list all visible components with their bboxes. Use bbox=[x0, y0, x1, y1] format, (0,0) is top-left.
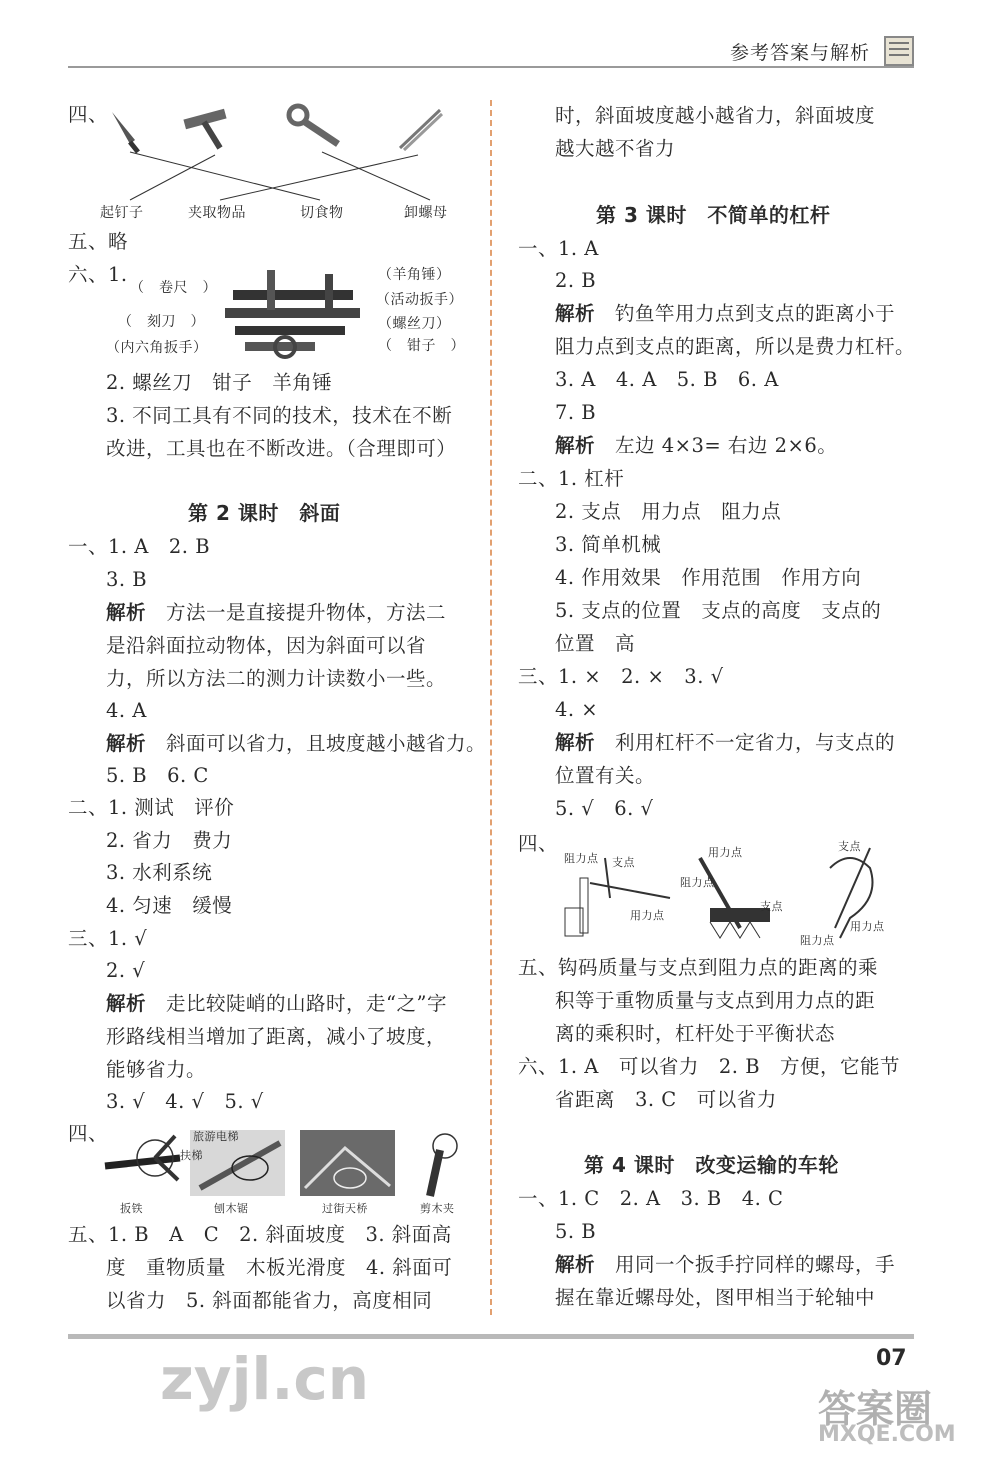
lever-tag: 支点 bbox=[838, 840, 861, 853]
q6-label: 六、1. bbox=[68, 263, 128, 286]
header-title: 参考答案与解析 bbox=[730, 42, 871, 64]
s3-line: 3. 简单机械 bbox=[555, 533, 662, 556]
analysis-text: 形路线相当增加了距离，减小了坡度， bbox=[106, 1025, 447, 1048]
tool-use-2: 夹取物品 bbox=[188, 205, 246, 221]
analysis-label: 解析 bbox=[106, 732, 147, 755]
s3-line: 二、1. 杠杆 bbox=[518, 467, 625, 490]
s3-line: 积等于重物质量与支点到用力点的距 bbox=[555, 989, 876, 1012]
s3-line: 2. 支点 用力点 阻力点 bbox=[555, 500, 782, 523]
pic-tag: 旅游电梯 bbox=[193, 1130, 239, 1143]
column-divider bbox=[490, 100, 492, 1315]
inclined-plane-pictures bbox=[100, 1128, 470, 1198]
q6-2: 2. 螺丝刀 钳子 羊角锤 bbox=[106, 371, 333, 394]
pic-tag: 扶梯 bbox=[180, 1149, 203, 1162]
tag-claw-hammer: （羊角锤） bbox=[378, 267, 451, 283]
s2-line: 一、1. A 2. B bbox=[68, 535, 211, 558]
pic-caption: 剪木夹 bbox=[420, 1202, 455, 1215]
q6-3a: 3. 不同工具有不同的技术，技术在不断 bbox=[106, 404, 453, 427]
lever-tag: 用力点 bbox=[850, 920, 885, 933]
s3-line: 位置 高 bbox=[555, 632, 636, 655]
r-line: 时，斜面坡度越小越省力，斜面坡度 bbox=[555, 104, 876, 127]
s2-line: 四、 bbox=[68, 1122, 109, 1145]
s4-line: 5. B bbox=[555, 1220, 597, 1243]
s3-line: 5. 支点的位置 支点的高度 支点的 bbox=[555, 599, 882, 622]
section-title-lesson3: 第 3 课时 不简单的杠杆 bbox=[596, 203, 831, 227]
analysis-text: 能够省力。 bbox=[106, 1058, 207, 1081]
analysis-text: 左边 4×3= 右边 2×6。 bbox=[615, 434, 838, 457]
page-number: 07 bbox=[876, 1346, 907, 1371]
analysis-label: 解析 bbox=[555, 731, 596, 754]
top-rule bbox=[68, 66, 914, 68]
s3-line: 三、1. × 2. × 3. √ bbox=[518, 665, 724, 688]
s3-line: 4. × bbox=[555, 698, 599, 721]
q6-3b: 改进，工具也在不断改进。（合理即可） bbox=[106, 437, 457, 460]
s3-line: 2. B bbox=[555, 269, 597, 292]
tools-matching-figure bbox=[100, 100, 470, 205]
s2-line: 4. 匀速 缓慢 bbox=[106, 894, 233, 917]
bottom-rule bbox=[68, 1334, 914, 1339]
watermark-mxqe: MXQE.COM bbox=[818, 1422, 956, 1447]
analysis-text: 方法一是直接提升物体，方法二 bbox=[166, 601, 447, 624]
s3-line: 五、钩码质量与支点到阻力点的距离的乘 bbox=[518, 956, 879, 979]
watermark-daanquan: 答案圈 bbox=[818, 1387, 933, 1431]
analysis-label: 解析 bbox=[555, 302, 596, 325]
pic-caption: 扳铁 bbox=[120, 1202, 143, 1215]
analysis-text: 力，所以方法二的测力计读数小一些。 bbox=[106, 667, 447, 690]
analysis-label: 解析 bbox=[555, 1253, 596, 1276]
tool-use-1: 起钉子 bbox=[100, 205, 144, 221]
analysis-text: 斜面可以省力，且坡度越小越省力。 bbox=[166, 732, 487, 755]
tag-adjustable-wrench: （活动扳手） bbox=[376, 292, 463, 308]
s4-line: 一、1. C 2. A 3. B 4. C bbox=[518, 1187, 784, 1210]
pic-caption: 刨木锯 bbox=[214, 1202, 249, 1215]
toolset-figure bbox=[205, 262, 380, 362]
analysis-label: 解析 bbox=[106, 601, 147, 624]
analysis-text: 是沿斜面拉动物体，因为斜面可以省 bbox=[106, 634, 427, 657]
tag-pliers: （ 钳子 ） bbox=[378, 338, 465, 354]
s2-line: 3. B bbox=[106, 568, 148, 591]
analysis-text: 用同一个扳手拧同样的螺母，手 bbox=[615, 1253, 896, 1276]
tool-use-4: 卸螺母 bbox=[404, 205, 448, 221]
tag-carving-knife: （ 刻刀 ） bbox=[118, 314, 205, 330]
s3-line: 3. A 4. A 5. B 6. A bbox=[555, 368, 779, 391]
analysis-label: 解析 bbox=[106, 992, 147, 1015]
analysis-text: 阻力点到支点的距离，所以是费力杠杆。 bbox=[555, 335, 916, 358]
analysis-text: 走比较陡峭的山路时，走“之”字 bbox=[166, 992, 447, 1015]
section-title-lesson4: 第 4 课时 改变运输的车轮 bbox=[584, 1153, 839, 1177]
analysis-text: 握在靠近螺母处，图甲相当于轮轴中 bbox=[555, 1286, 876, 1309]
s2-line: 3. √ 4. √ 5. √ bbox=[106, 1090, 264, 1113]
section-title-lesson2: 第 2 课时 斜面 bbox=[188, 501, 341, 525]
analysis-label: 解析 bbox=[555, 434, 596, 457]
s3-line: 7. B bbox=[555, 401, 597, 424]
q4-label: 四、 bbox=[68, 103, 109, 126]
analysis-text: 利用杠杆不一定省力，与支点的 bbox=[615, 731, 896, 754]
lever-tag: 支点 bbox=[612, 856, 635, 869]
lever-tag: 支点 bbox=[760, 900, 783, 913]
s3-line: 四、 bbox=[518, 832, 559, 855]
s2-line: 五、1. B A C 2. 斜面坡度 3. 斜面高 bbox=[68, 1223, 452, 1246]
tool-use-3: 切食物 bbox=[300, 205, 344, 221]
lever-tag: 用力点 bbox=[708, 846, 743, 859]
lever-tag: 用力点 bbox=[630, 909, 665, 922]
s3-line: 六、1. A 可以省力 2. B 方便，它能节 bbox=[518, 1055, 901, 1078]
s3-line: 省距离 3. C 可以省力 bbox=[555, 1088, 777, 1111]
s3-line: 一、1. A bbox=[518, 237, 599, 260]
s2-line: 5. B 6. C bbox=[106, 764, 209, 787]
s2-line: 4. A bbox=[106, 699, 147, 722]
pic-caption: 过街天桥 bbox=[322, 1202, 368, 1215]
s2-line: 三、1. √ bbox=[68, 927, 148, 950]
s2-line: 二、1. 测试 评价 bbox=[68, 796, 235, 819]
tag-screwdriver: （螺丝刀） bbox=[378, 316, 451, 332]
s2-line: 以省力 5. 斜面都能省力，高度相同 bbox=[106, 1289, 433, 1312]
s3-line: 4. 作用效果 作用范围 作用方向 bbox=[555, 566, 862, 589]
s3-line: 离的乘积时，杠杆处于平衡状态 bbox=[555, 1022, 836, 1045]
lever-tag: 阻力点 bbox=[564, 852, 599, 865]
s2-line: 3. 水利系统 bbox=[106, 861, 213, 884]
book-icon bbox=[884, 36, 914, 66]
lever-tag: 阻力点 bbox=[680, 876, 715, 889]
q5-answer: 五、略 bbox=[68, 230, 129, 253]
tag-tape-measure: （ 卷尺 ） bbox=[130, 280, 217, 296]
tag-hex-wrench: （内六角扳手） bbox=[106, 340, 208, 356]
lever-tag: 阻力点 bbox=[800, 934, 835, 947]
s2-line: 2. 省力 费力 bbox=[106, 829, 233, 852]
analysis-text: 钓鱼竿用力点到支点的距离小于 bbox=[615, 302, 896, 325]
s2-line: 度 重物质量 木板光滑度 4. 斜面可 bbox=[106, 1256, 453, 1279]
r-line: 越大越不省力 bbox=[555, 137, 676, 160]
watermark-zyjl: zyjl.cn bbox=[160, 1345, 370, 1413]
s2-line: 2. √ bbox=[106, 959, 146, 982]
analysis-text: 位置有关。 bbox=[555, 764, 656, 787]
s3-line: 5. √ 6. √ bbox=[555, 797, 654, 820]
